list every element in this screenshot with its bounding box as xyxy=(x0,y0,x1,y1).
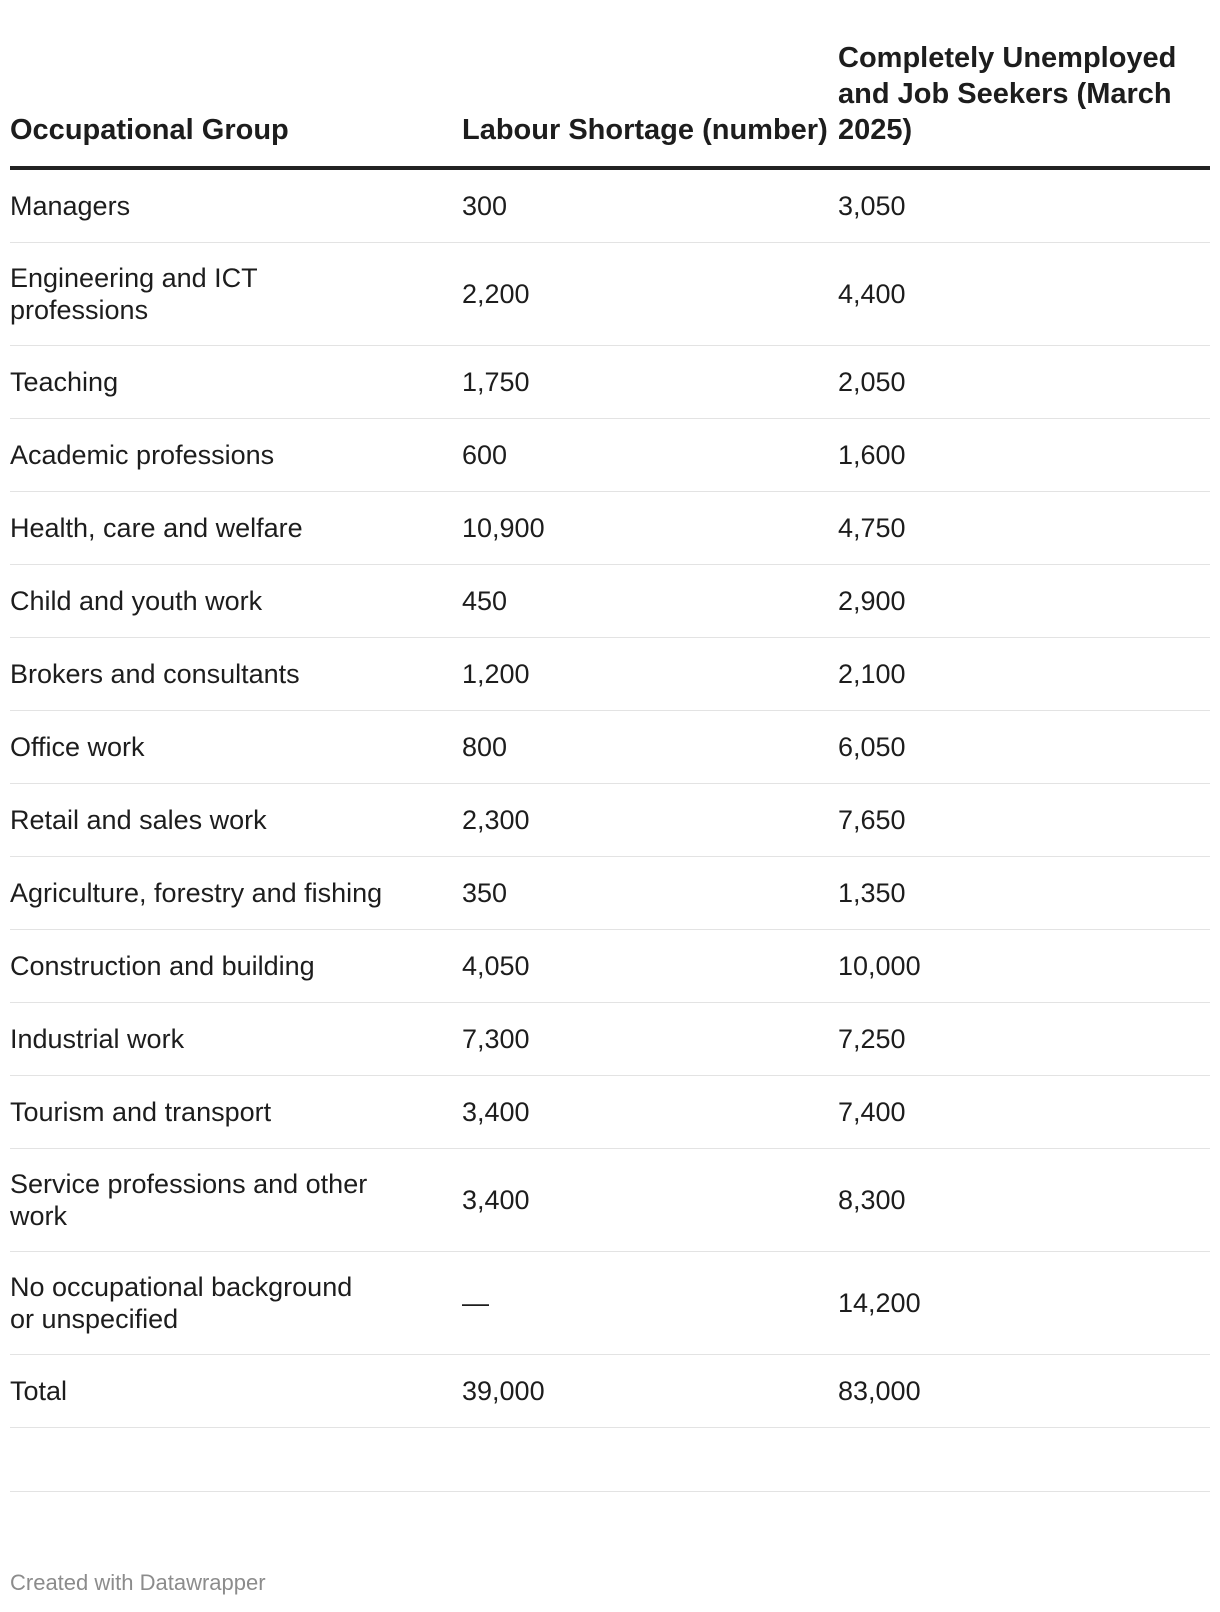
cell-unemployed: 2,050 xyxy=(838,346,1210,419)
cell-labour-shortage: 3,400 xyxy=(462,1149,838,1252)
table-row xyxy=(10,565,1210,638)
table-row xyxy=(10,168,1210,243)
cell-unemployed: 83,000 xyxy=(838,1355,1210,1428)
data-table xyxy=(10,40,1210,1428)
table-row xyxy=(10,930,1210,1003)
cell-unemployed: 14,200 xyxy=(838,1252,1210,1355)
cell-unemployed: 8,300 xyxy=(838,1149,1210,1252)
table-row-total xyxy=(10,1355,1210,1428)
cell-unemployed: 7,650 xyxy=(838,784,1210,857)
table-row xyxy=(10,857,1210,930)
cell-unemployed: 10,000 xyxy=(838,930,1210,1003)
cell-unemployed: 1,600 xyxy=(838,419,1210,492)
table-row xyxy=(10,784,1210,857)
bottom-divider xyxy=(10,1491,1210,1492)
cell-unemployed: 4,400 xyxy=(838,243,1210,346)
cell-group: Tourism and transport xyxy=(10,1076,462,1149)
cell-group: Engineering and ICT professions xyxy=(10,243,462,346)
cell-group: Industrial work xyxy=(10,1003,462,1076)
cell-group: Academic professions xyxy=(10,419,462,492)
cell-labour-shortage: 7,300 xyxy=(462,1003,838,1076)
cell-unemployed: 1,350 xyxy=(838,857,1210,930)
cell-labour-shortage: 10,900 xyxy=(462,492,838,565)
cell-unemployed: 2,100 xyxy=(838,638,1210,711)
cell-labour-shortage: 3,400 xyxy=(462,1076,838,1149)
cell-unemployed: 4,750 xyxy=(838,492,1210,565)
table-row xyxy=(10,1003,1210,1076)
cell-unemployed: 7,400 xyxy=(838,1076,1210,1149)
cell-labour-shortage: 600 xyxy=(462,419,838,492)
cell-labour-shortage: 1,200 xyxy=(462,638,838,711)
table-row xyxy=(10,346,1210,419)
table-row xyxy=(10,1076,1210,1149)
cell-labour-shortage: 450 xyxy=(462,565,838,638)
cell-labour-shortage: 2,200 xyxy=(462,243,838,346)
cell-labour-shortage: — xyxy=(462,1252,838,1355)
cell-labour-shortage: 39,000 xyxy=(462,1355,838,1428)
table-row xyxy=(10,243,1210,346)
table-row xyxy=(10,638,1210,711)
cell-group: Teaching xyxy=(10,346,462,419)
cell-labour-shortage: 4,050 xyxy=(462,930,838,1003)
cell-labour-shortage: 300 xyxy=(462,168,838,243)
cell-unemployed: 2,900 xyxy=(838,565,1210,638)
table-row xyxy=(10,1252,1210,1355)
column-header-unemployed: Completely Unemployed and Job Seekers (March 2025) xyxy=(838,40,1210,168)
cell-labour-shortage: 800 xyxy=(462,711,838,784)
cell-unemployed: 7,250 xyxy=(838,1003,1210,1076)
cell-unemployed: 3,050 xyxy=(838,168,1210,243)
cell-group: Health, care and welfare xyxy=(10,492,462,565)
data-table-chart xyxy=(10,40,1210,1428)
table-row xyxy=(10,711,1210,784)
footer-credit: Created with Datawrapper xyxy=(10,1570,266,1595)
cell-group: Office work xyxy=(10,711,462,784)
cell-unemployed: 6,050 xyxy=(838,711,1210,784)
table-row xyxy=(10,1149,1210,1252)
cell-labour-shortage: 2,300 xyxy=(462,784,838,857)
column-header-labour-shortage: Labour Shortage (number) xyxy=(462,40,838,168)
cell-group: No occupational background or unspecified xyxy=(10,1252,462,1355)
table-header-row xyxy=(10,40,1210,168)
cell-labour-shortage: 1,750 xyxy=(462,346,838,419)
table-row xyxy=(10,419,1210,492)
cell-group: Brokers and consultants xyxy=(10,638,462,711)
cell-labour-shortage: 350 xyxy=(462,857,838,930)
cell-group: Agriculture, forestry and fishing xyxy=(10,857,462,930)
table-row xyxy=(10,492,1210,565)
cell-group: Construction and building xyxy=(10,930,462,1003)
cell-group: Total xyxy=(10,1355,462,1428)
cell-group: Retail and sales work xyxy=(10,784,462,857)
cell-group: Child and youth work xyxy=(10,565,462,638)
column-header-occupational-group: Occupational Group xyxy=(10,40,462,168)
cell-group: Service professions and other work xyxy=(10,1149,462,1252)
cell-group: Managers xyxy=(10,168,462,243)
